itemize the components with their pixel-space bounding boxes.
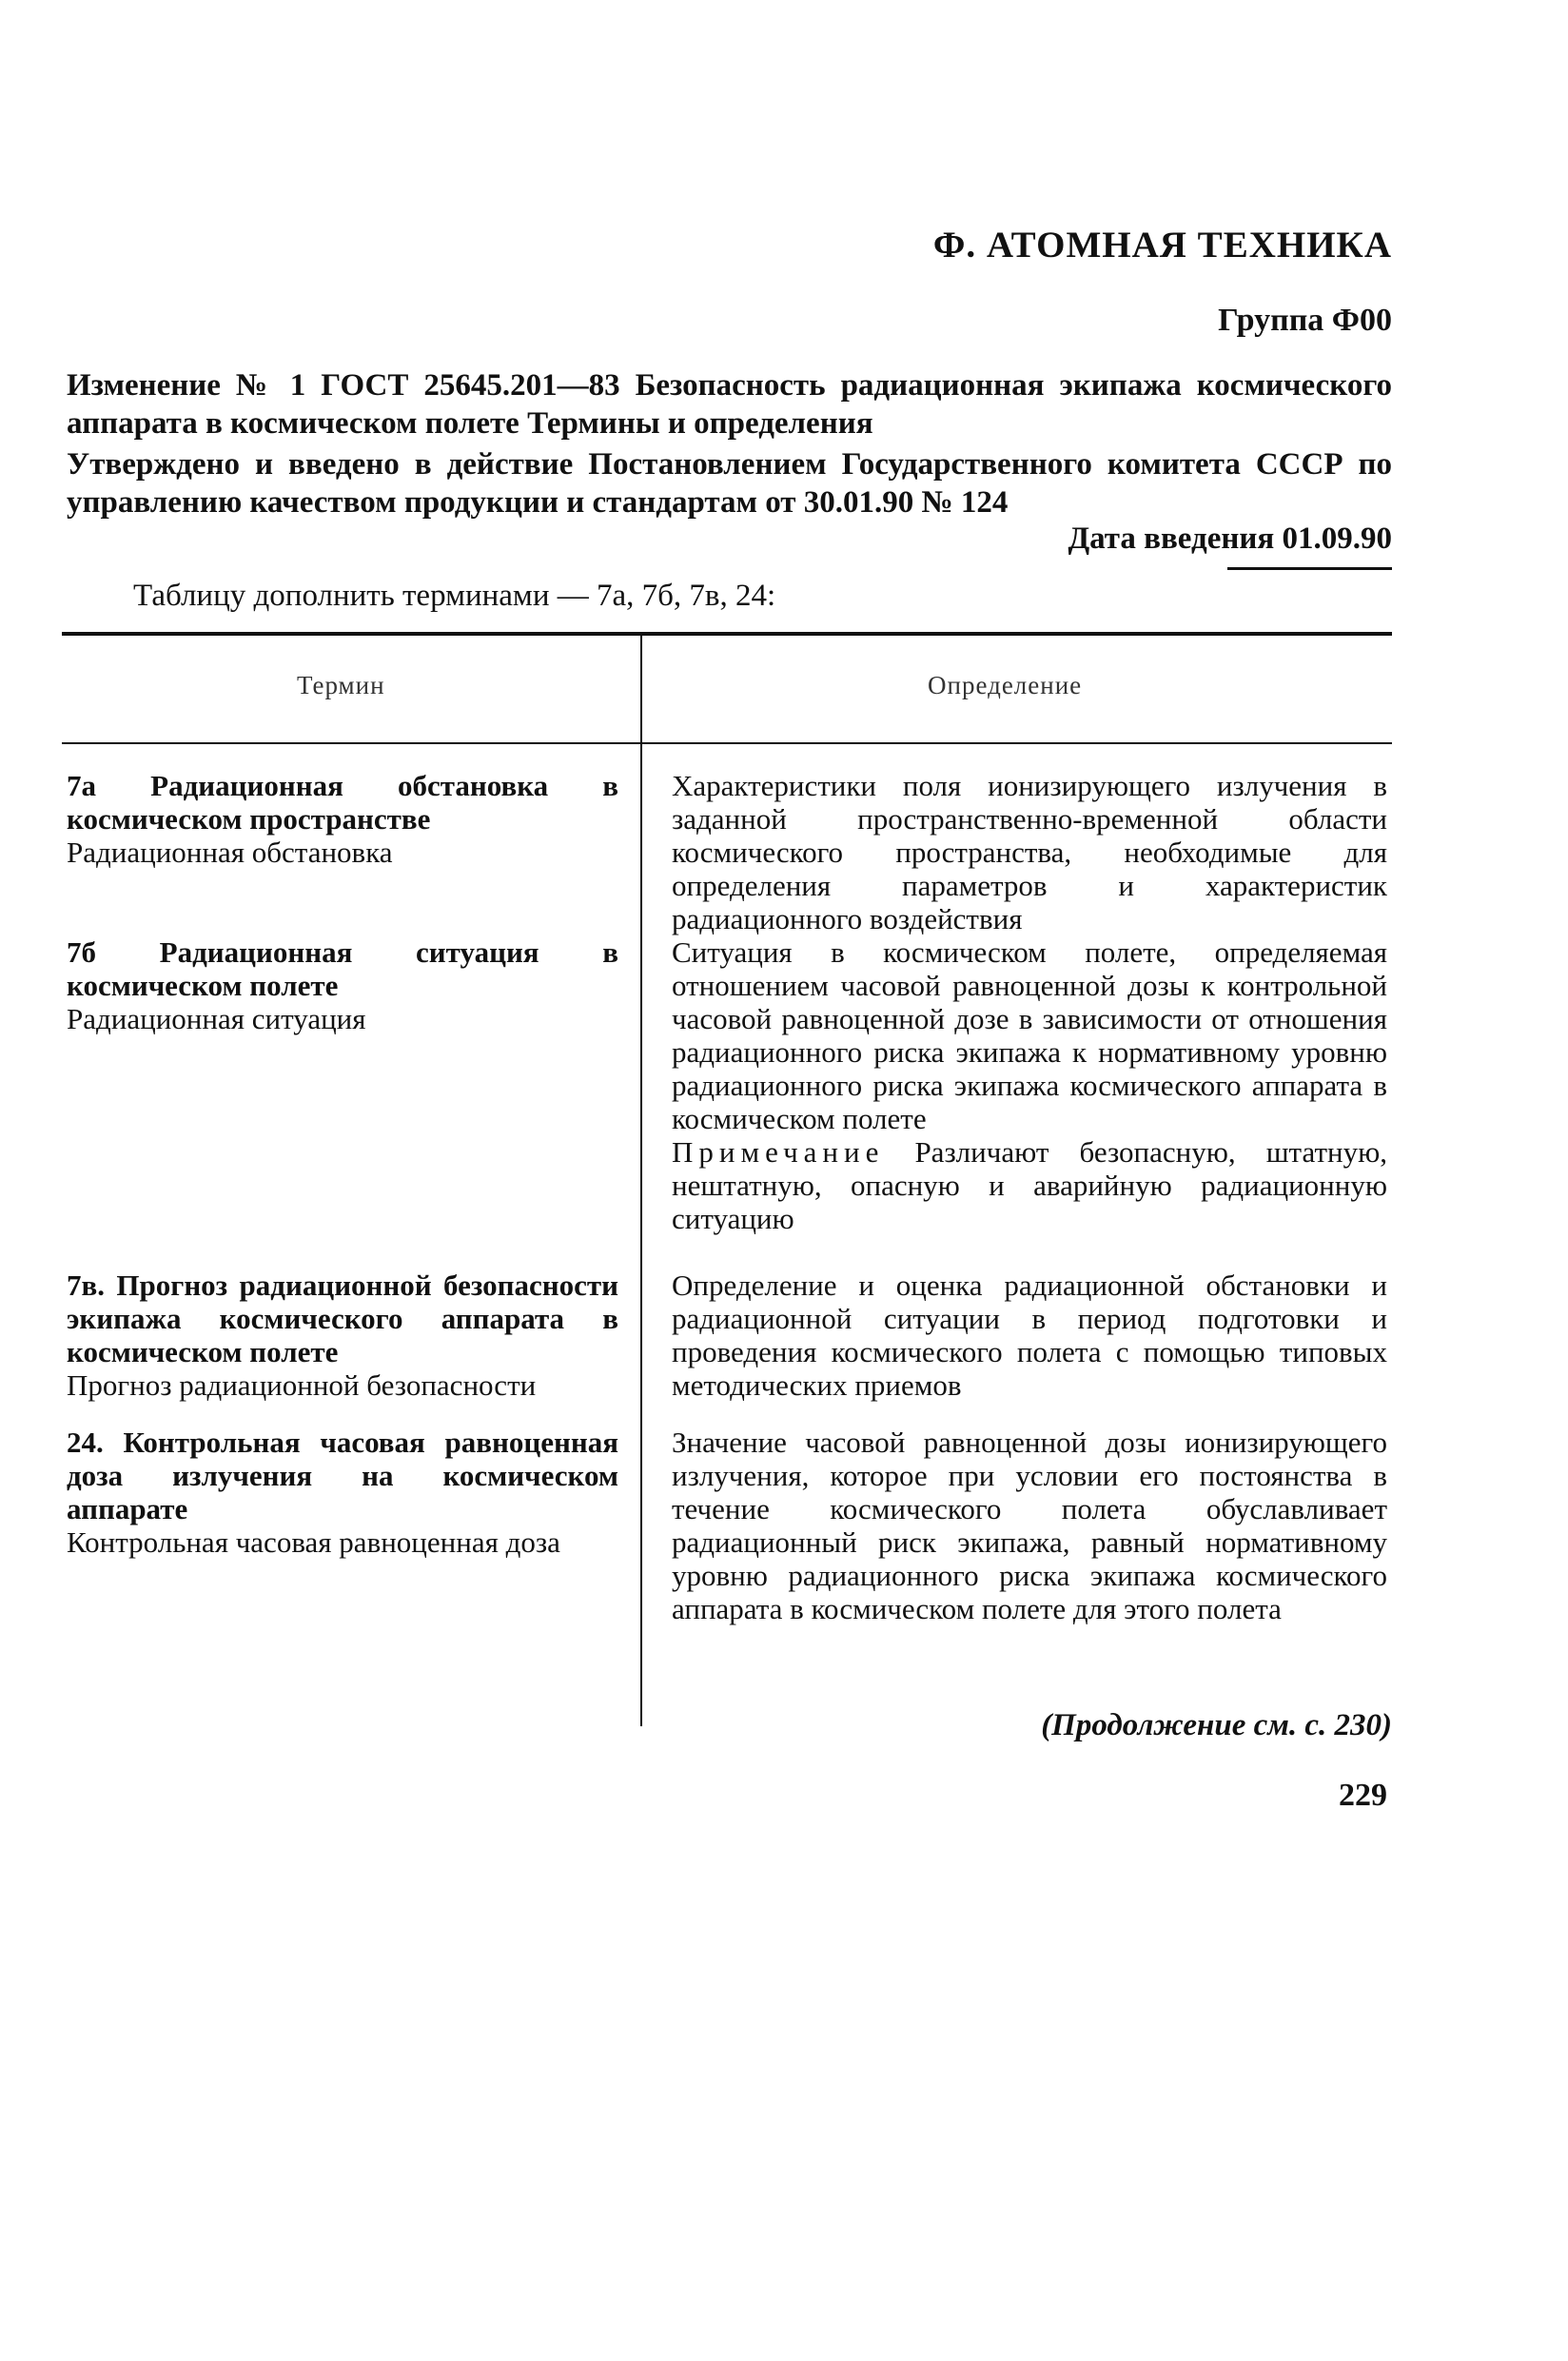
term-cell: [67, 769, 618, 869]
amendment-title: Изменение № 1 ГОСТ 25645.201—83 Безопасность радиационная экипажа космического аппарата в космическом полете Термины и определения: [67, 368, 1392, 441]
group-code: Группа Ф00: [1218, 303, 1392, 338]
page-number: 229: [1339, 1778, 1387, 1813]
date-underline: [1227, 567, 1392, 570]
column-header-definition: Определение: [928, 671, 1083, 699]
table-top-rule: [62, 632, 1392, 636]
term-title: 7в. Прогноз радиационной безопасности экипажа космического аппарата в космическом полете: [67, 1269, 618, 1368]
effective-date-value: 01.09.90: [1282, 521, 1392, 556]
term-title: 24. Контрольная часовая равноценная доза излучения на космическом аппарате: [67, 1426, 618, 1525]
column-header-term: Термин: [297, 671, 385, 699]
definition-cell: [672, 935, 1387, 1235]
term-cell: [67, 935, 618, 1035]
effective-date: [1068, 521, 1392, 557]
continuation-note: (Продолжение см. с. 230): [1041, 1708, 1392, 1742]
term-cell: [67, 1426, 618, 1559]
table-header-rule: [62, 742, 1392, 744]
term-short-form: Прогноз радиационной безопасности: [67, 1368, 537, 1402]
note-label: Примечание: [672, 1135, 885, 1169]
term-title: 7б Радиационная ситуация в космическом полете: [67, 935, 618, 1002]
section-heading: Ф. АТОМНАЯ ТЕХНИКА: [932, 225, 1392, 266]
definition-cell: Определение и оценка радиационной обстановки и радиационной ситуации в период подготовки и проведения космического полета с помощью типовых методических приемов: [672, 1269, 1387, 1402]
effective-date-label: Дата введения: [1068, 521, 1275, 556]
term-short-form: Контрольная часовая равноценная доза: [67, 1525, 560, 1559]
note-text: Различают безопасную, штатную, нештатную, опасную и аварийную радиационную ситуацию: [672, 1135, 1387, 1235]
definition-note: [672, 1135, 1387, 1235]
term-title: 7а Радиационная обстановка в космическом пространстве: [67, 769, 618, 836]
term-short-form: Радиационная ситуация: [67, 1002, 366, 1035]
definition-cell: Значение часовой равноценной дозы ионизирующего излучения, которое при условии его постоянства в течение космического полета обуславливает радиационный риск экипажа, равный нормативному уровню радиационного риска экипажа космического аппарата в космическом полете для этого полета: [672, 1426, 1387, 1625]
definition-cell: Характеристики поля ионизирующего излучения в заданной пространственно-временной области космического пространства, необходимые для определения параметров и характеристик радиационного воздействия: [672, 769, 1387, 935]
term-short-form: Радиационная обстановка: [67, 836, 393, 869]
table-intro: Таблицу дополнить терминами — 7а, 7б, 7в, 24:: [133, 579, 776, 613]
definition-text: Ситуация в космическом полете, определяемая отношением часовой равноценной дозы к контрольной часовой равноценной дозе в зависимости от отношения радиационного риска экипажа к нормативному уровню радиационного риска экипажа космического аппарата в космическом полете: [672, 935, 1387, 1135]
table-column-divider: [640, 632, 642, 1726]
term-cell: [67, 1269, 618, 1402]
approval-statement: Утверждено и введено в действие Постановлением Государственного комитета СССР по управлению качеством продукции и стандартам от 30.01.90 № 124: [67, 447, 1392, 520]
